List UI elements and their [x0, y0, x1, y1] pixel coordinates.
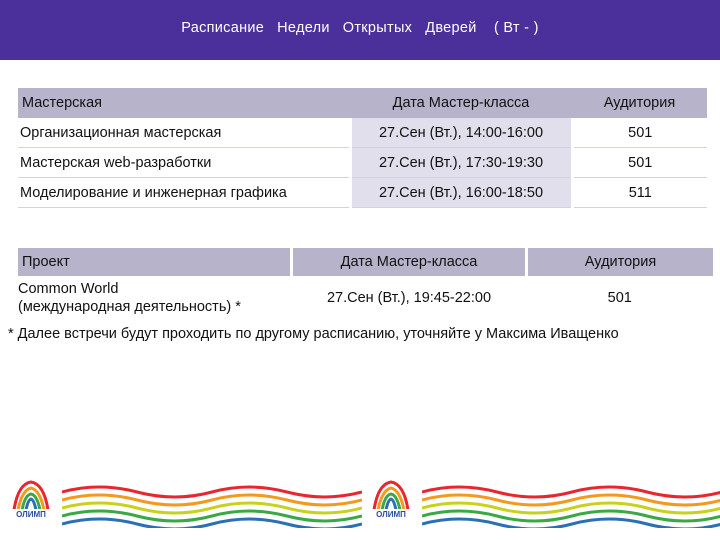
workshop-name: Моделирование и инженерная графика	[18, 178, 350, 208]
workshop-name: Организационная мастерская	[18, 118, 350, 148]
olimp-logo	[6, 476, 56, 526]
column-header-workshop: Мастерская	[18, 88, 350, 118]
workshop-room: 501	[572, 148, 707, 178]
column-header-date: Дата Мастер-класса	[292, 248, 527, 276]
olimp-logo	[366, 476, 416, 526]
logo-text: ОЛИМП	[376, 510, 406, 519]
project-name	[18, 276, 292, 320]
table-row	[18, 148, 707, 178]
project-name-line1: Common World	[18, 281, 119, 297]
table-header-row	[18, 248, 713, 276]
column-header-room: Аудитория	[572, 88, 707, 118]
project-name-line2: (международная деятельность) *	[18, 299, 241, 315]
projects-table	[18, 248, 713, 320]
decorative-waves	[422, 482, 720, 528]
workshop-room: 501	[572, 118, 707, 148]
page-title: Расписание Недели Открытых Дверей ( Вт - )	[181, 20, 539, 36]
table-row	[18, 118, 707, 148]
header-bar	[0, 0, 720, 60]
workshop-date: 27.Сен (Вт.), 16:00-18:50	[350, 178, 572, 208]
table-row	[18, 276, 713, 320]
table-row	[18, 178, 707, 208]
workshop-name: Мастерская web-разработки	[18, 148, 350, 178]
project-date: 27.Сен (Вт.), 19:45-22:00	[326, 290, 492, 306]
table-header-row	[18, 88, 707, 118]
workshop-room: 511	[572, 178, 707, 208]
footnote: * Далее встречи будут проходить по другому расписанию, уточняйте у Максима Иващенко	[8, 326, 619, 342]
workshops-table	[18, 88, 707, 208]
column-header-date: Дата Мастер-класса	[350, 88, 572, 118]
decorative-waves	[62, 482, 362, 528]
workshop-date: 27.Сен (Вт.), 14:00-16:00	[350, 118, 572, 148]
column-header-room: Аудитория	[527, 248, 714, 276]
logo-text: ОЛИМП	[16, 510, 46, 519]
project-room: 501	[607, 290, 632, 306]
workshop-date: 27.Сен (Вт.), 17:30-19:30	[350, 148, 572, 178]
column-header-project: Проект	[18, 248, 292, 276]
